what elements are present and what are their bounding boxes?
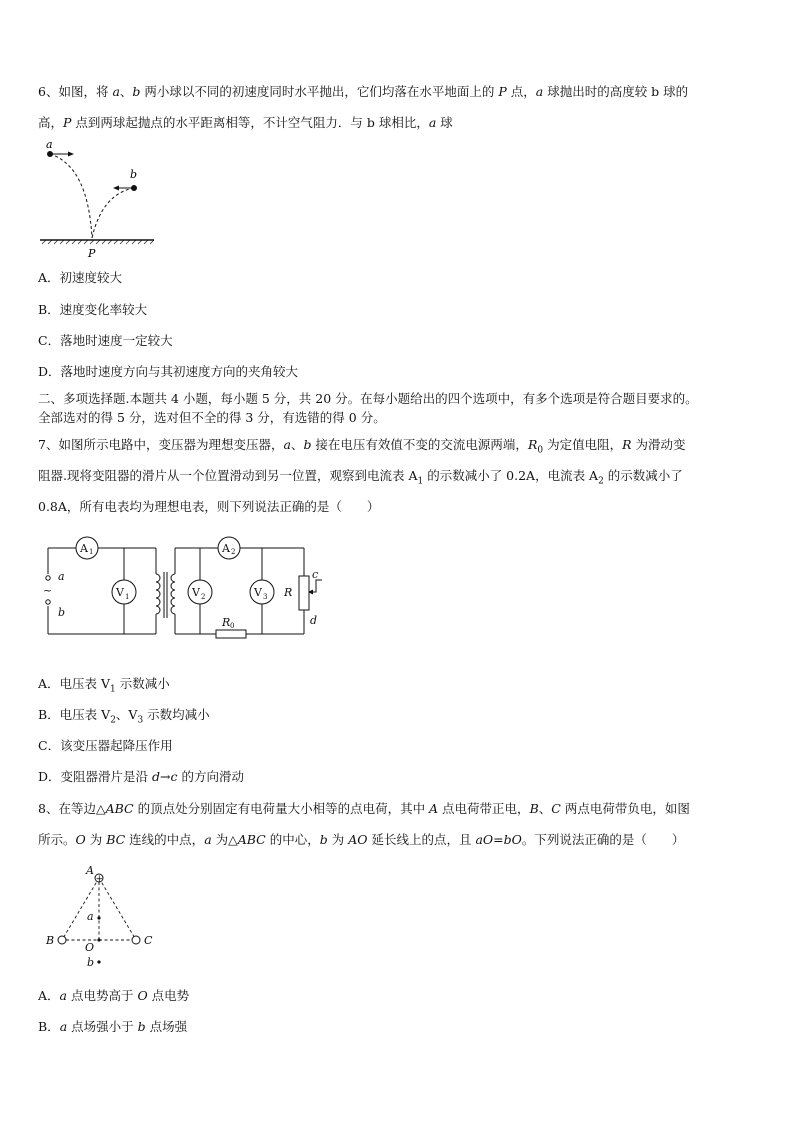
label-c: c bbox=[312, 568, 319, 581]
q6-option-b[interactable]: B．速度变化率较大 bbox=[38, 302, 148, 317]
a2-sub: 2 bbox=[231, 548, 236, 556]
q7-stem-line1 bbox=[38, 437, 685, 459]
q8-triangle-figure bbox=[40, 860, 170, 972]
text: 6、如图，将 bbox=[38, 84, 113, 99]
label-R: R bbox=[284, 586, 293, 599]
var: ABC bbox=[105, 801, 134, 816]
subscript: 3 bbox=[137, 715, 144, 726]
point-b bbox=[97, 960, 100, 963]
text: 、V bbox=[115, 707, 138, 722]
trajectory-b bbox=[92, 188, 134, 238]
text: 、 bbox=[119, 84, 133, 99]
var: a bbox=[112, 84, 120, 99]
var: b bbox=[319, 832, 328, 847]
text: 。下列说法正确的是（ ） bbox=[521, 832, 685, 847]
q7-option-d[interactable] bbox=[38, 769, 244, 785]
q6-option-c[interactable]: C．落地时速度一定较大 bbox=[38, 333, 173, 348]
a1-label: A bbox=[80, 542, 88, 555]
terminal-b bbox=[46, 600, 50, 604]
text: 点电荷带正电， bbox=[438, 801, 530, 816]
edge-AB bbox=[62, 878, 99, 940]
var: R bbox=[622, 437, 632, 452]
label-O: O bbox=[85, 941, 95, 954]
text: 点场强 bbox=[145, 1019, 188, 1034]
label-a: a bbox=[58, 570, 65, 583]
label-R0-sub: 0 bbox=[230, 622, 235, 630]
q6-option-a[interactable]: A．初速度较大 bbox=[38, 270, 123, 285]
q6-stem-line1 bbox=[38, 84, 688, 100]
text: 示数均减小 bbox=[143, 707, 210, 722]
var: O bbox=[137, 988, 148, 1003]
text: 球 bbox=[436, 115, 453, 130]
var: A bbox=[429, 801, 439, 816]
section2-instructions-line2: 全部选对的得 5 分，选对但不全的得 3 分，有选错的得 0 分。 bbox=[38, 410, 386, 425]
var: d→c bbox=[152, 769, 178, 784]
v1-sub: 1 bbox=[125, 593, 130, 601]
charge-C-negative bbox=[132, 936, 140, 944]
text: 的中心， bbox=[265, 832, 320, 847]
section2-instructions-line1: 二、多项选择题.本题共 4 小题，每小题 5 分，共 20 分。在每小题给出的四个选项中，有多个选项是符合题目要求的。 bbox=[38, 391, 698, 406]
text: 点到两球起抛点的水平距离相等，不计空气阻力．与 b 球相比， bbox=[71, 115, 429, 130]
text: 为△ bbox=[211, 832, 238, 847]
text: 高， bbox=[38, 115, 64, 130]
v3-label: V bbox=[254, 586, 262, 599]
text: 、 bbox=[538, 801, 552, 816]
var: P bbox=[63, 115, 72, 130]
var: b bbox=[137, 1019, 146, 1034]
text: D．变阻器滑片是沿 bbox=[38, 769, 152, 784]
point-O bbox=[97, 938, 100, 941]
text: 点电势 bbox=[147, 988, 190, 1003]
v2-label: V bbox=[192, 586, 200, 599]
subscript: 2 bbox=[110, 715, 116, 726]
text: 8、在等边△ bbox=[38, 801, 106, 816]
text: 的方向滑动 bbox=[177, 769, 244, 784]
text: 连线的中点， bbox=[125, 832, 205, 847]
text: A． bbox=[38, 988, 60, 1003]
q8-stem-line1 bbox=[38, 801, 690, 817]
label-a: a bbox=[87, 910, 94, 923]
label-C: C bbox=[144, 934, 153, 947]
subscript: 0 bbox=[537, 445, 544, 456]
var: ABC bbox=[237, 832, 266, 847]
text: 为 bbox=[85, 832, 107, 847]
var: B bbox=[529, 801, 539, 816]
subscript: 1 bbox=[417, 476, 424, 487]
var: a bbox=[535, 84, 544, 99]
var: b bbox=[132, 84, 141, 99]
v3-sub: 3 bbox=[263, 593, 268, 601]
arrowhead-b bbox=[113, 186, 119, 191]
trajectory-a bbox=[50, 154, 92, 238]
label-b: b bbox=[87, 956, 95, 969]
q8-option-b[interactable] bbox=[38, 1019, 187, 1035]
q6-stem-line2 bbox=[38, 115, 453, 131]
q7-option-b[interactable] bbox=[38, 707, 210, 729]
var: aO=bO bbox=[475, 832, 522, 847]
text: A．电压表 V bbox=[38, 676, 111, 691]
var: O bbox=[75, 832, 86, 847]
text: 球抛出时的高度较 b 球的 bbox=[543, 84, 689, 99]
ac-source-tilde: ~ bbox=[43, 584, 53, 597]
label-d: d bbox=[310, 614, 318, 627]
label-a: a bbox=[46, 138, 53, 151]
text: 的顶点处分别固定有电荷量大小相等的点电荷，其中 bbox=[133, 801, 430, 816]
resistor-r0 bbox=[216, 630, 246, 638]
text: 为 bbox=[327, 832, 349, 847]
var: a bbox=[59, 1019, 68, 1034]
text: 阻器.现将变阻器的滑片从一个位置滑动到另一位置，观察到电流表 A bbox=[38, 468, 418, 483]
label-P: P bbox=[88, 247, 96, 260]
q6-projectile-figure bbox=[36, 136, 166, 262]
subscript: 1 bbox=[110, 684, 116, 695]
var: a bbox=[283, 437, 291, 452]
text: 的示数减小了 0.2A，电流表 A bbox=[423, 468, 599, 483]
text: 延长线上的点，且 bbox=[367, 832, 476, 847]
var: AO bbox=[348, 832, 368, 847]
subscript: 2 bbox=[598, 476, 604, 487]
text: 示数减小 bbox=[115, 676, 170, 691]
var: a bbox=[428, 115, 437, 130]
plus-sign: + bbox=[95, 874, 104, 885]
text: 点场强小于 bbox=[67, 1019, 138, 1034]
text: 点， bbox=[506, 84, 536, 99]
a2-label: A bbox=[222, 542, 230, 555]
q7-stem-line3: 0.8A，所有电表均为理想电表，则下列说法正确的是（ ） bbox=[38, 499, 380, 514]
q7-option-a[interactable] bbox=[38, 676, 170, 698]
text: 为定值电阻， bbox=[543, 437, 623, 452]
q7-option-c[interactable]: C．该变压器起降压作用 bbox=[38, 738, 173, 753]
q6-option-d[interactable]: D．落地时速度方向与其初速度方向的夹角较大 bbox=[38, 364, 299, 379]
text: 、 bbox=[290, 437, 304, 452]
a1-sub: 1 bbox=[89, 548, 94, 556]
v1-label: V bbox=[116, 586, 124, 599]
label-R0: R bbox=[222, 616, 231, 629]
label-B: B bbox=[46, 934, 55, 947]
text: 两点电荷带负电，如图 bbox=[560, 801, 690, 816]
arrowhead-a bbox=[68, 152, 74, 157]
q8-stem-line2 bbox=[38, 832, 684, 848]
var: a bbox=[59, 988, 67, 1003]
text: B． bbox=[38, 1019, 60, 1034]
label-b: b bbox=[130, 168, 138, 181]
var: BC bbox=[106, 832, 126, 847]
edge-AC bbox=[99, 878, 136, 940]
var: P bbox=[498, 84, 507, 99]
text: 7、如图所示电路中，变压器为理想变压器， bbox=[38, 437, 284, 452]
label-b: b bbox=[58, 606, 66, 619]
var: b bbox=[303, 437, 312, 452]
var: a bbox=[204, 832, 212, 847]
point-a bbox=[97, 916, 100, 919]
label-A: A bbox=[86, 864, 94, 877]
text: 点电势高于 bbox=[66, 988, 138, 1003]
text: 两小球以不同的初速度同时水平抛出，它们均落在水平地面上的 bbox=[140, 84, 499, 99]
var: C bbox=[551, 801, 561, 816]
charge-B-negative bbox=[58, 936, 66, 944]
text: 所示。 bbox=[38, 832, 76, 847]
text: 的示数减小了 bbox=[603, 468, 683, 483]
q8-option-a[interactable] bbox=[38, 988, 189, 1004]
terminal-a bbox=[46, 576, 50, 580]
v2-sub: 2 bbox=[201, 593, 206, 601]
q7-circuit-figure bbox=[38, 534, 338, 646]
text: 为滑动变 bbox=[631, 437, 686, 452]
text: 接在电压有效值不变的交流电源两端， bbox=[311, 437, 528, 452]
text: B．电压表 V bbox=[38, 707, 111, 722]
q7-stem-line2 bbox=[38, 468, 683, 490]
var: R bbox=[527, 437, 538, 452]
